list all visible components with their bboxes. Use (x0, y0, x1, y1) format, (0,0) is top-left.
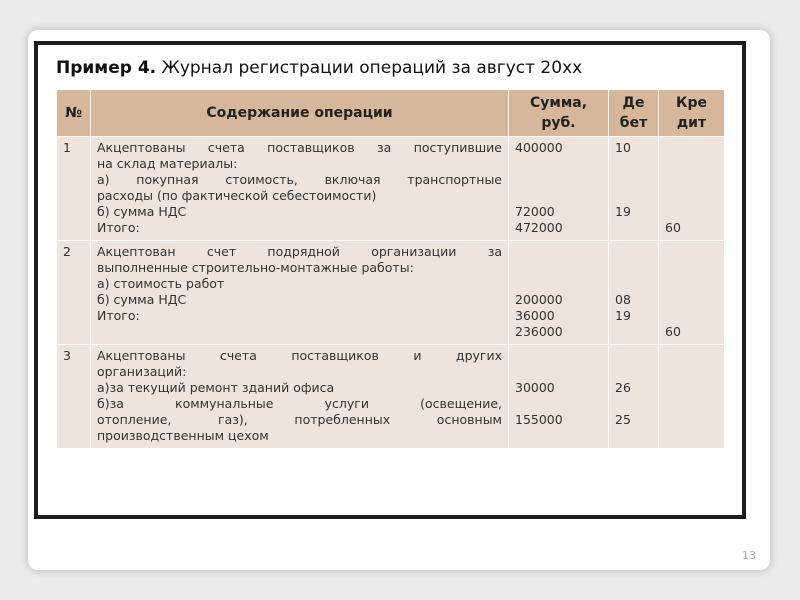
header-num: № (57, 90, 91, 137)
debit-cell: 10 19 (609, 137, 659, 241)
debit-cell: 26 25 (609, 345, 659, 449)
operations-journal-table (56, 89, 725, 449)
operation-content: Акцептованы счета поставщиков за поступившие на склад материалы: а) покупная стоимость, включая транспортные расходы (по фактической себестоимости) б) сумма НДС Итого: (91, 137, 509, 241)
header-credit: Кре дит (659, 90, 725, 137)
table-row (57, 241, 725, 345)
operation-content: Акцептован счет подрядной организации за выполненные строительно-монтажные работы: а) стоимость работ б) сумма НДС Итого: (91, 241, 509, 345)
operation-content: Акцептованы счета поставщиков и других организаций: а)за текущий ремонт зданий офиса б)за коммунальные услуги (освещение, отопление, газ), потребленных основным производственным цехом (91, 345, 509, 449)
sum-cell: 200000 36000 236000 (509, 241, 609, 345)
page-number: 13 (742, 549, 756, 562)
title-rest: Журнал регистрации операций за август 20хх (156, 58, 583, 78)
sum-cell: 30000 155000 (509, 345, 609, 449)
credit-cell: 60 (659, 241, 725, 345)
row-number: 2 (57, 241, 91, 345)
credit-cell (659, 345, 725, 449)
title-bold: Пример 4. (56, 58, 157, 78)
header-debit: Де бет (609, 90, 659, 137)
debit-cell: 08 19 (609, 241, 659, 345)
header-sum: Сумма, руб. (509, 90, 609, 137)
credit-cell: 60 (659, 137, 725, 241)
table-row (57, 345, 725, 449)
table-row (57, 137, 725, 241)
row-number: 1 (57, 137, 91, 241)
row-number: 3 (57, 345, 91, 449)
slide-title (56, 58, 582, 78)
table-header-row (57, 90, 725, 137)
slide (28, 30, 770, 570)
header-content: Содержание операции (91, 90, 509, 137)
content-frame (34, 41, 746, 519)
sum-cell: 400000 72000 472000 (509, 137, 609, 241)
